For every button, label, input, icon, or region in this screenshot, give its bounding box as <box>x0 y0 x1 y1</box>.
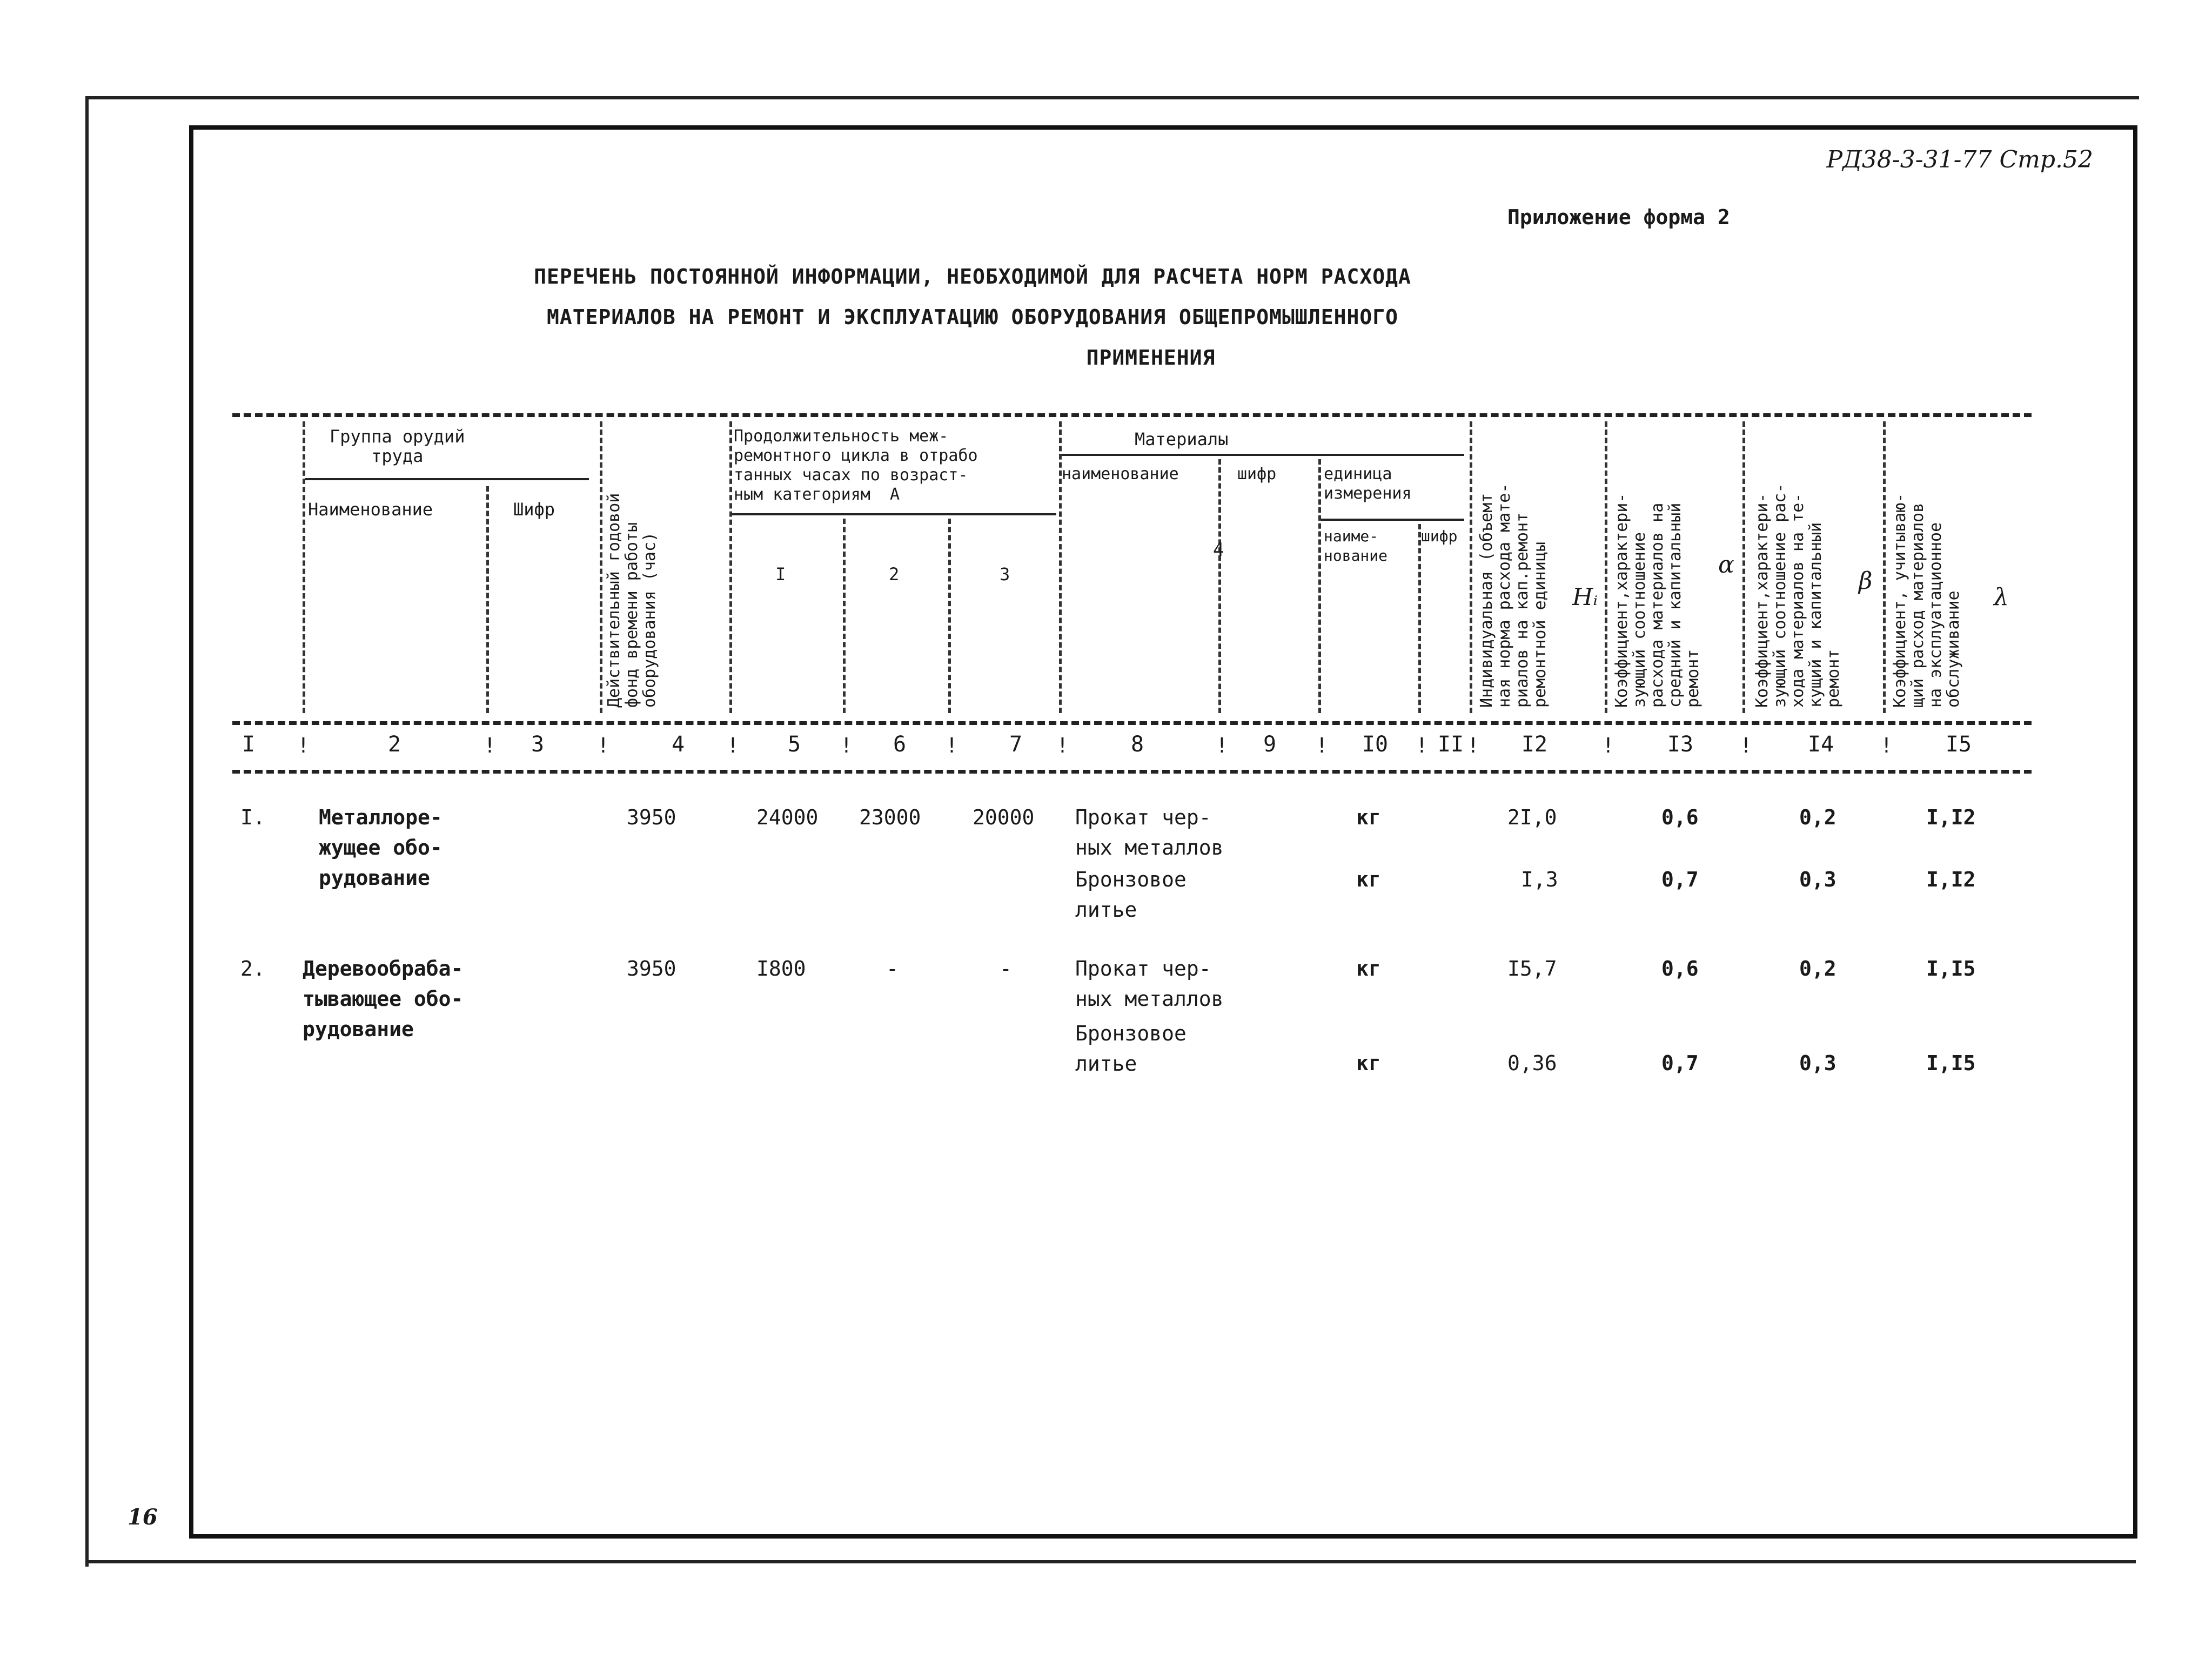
col-sep <box>1742 421 1745 713</box>
row-1-equipment-name: Металлоре- жущее обо- рудование <box>319 805 443 890</box>
row-2-material-1-lambda: I,I5 <box>1926 957 1976 980</box>
row-2-cycle-cat-3: - <box>1000 957 1012 980</box>
column-number: 5 <box>787 732 801 757</box>
row-1-material-2-unit: кг <box>1356 868 1381 891</box>
column-separator-mark: ! <box>1740 734 1752 757</box>
row-1-cycle-cat-2: 23000 <box>859 805 921 829</box>
column-number: 3 <box>531 732 545 757</box>
row-2-material-2-norm: 0,36 <box>1507 1051 1557 1075</box>
group-sub-line <box>305 478 589 480</box>
header-beta-symbol: β <box>1859 567 1873 595</box>
column-separator-mark: ! <box>1467 734 1479 757</box>
column-separator-mark: ! <box>946 734 958 757</box>
row-2-material-2-lambda: I,I5 <box>1926 1051 1976 1075</box>
row-2-material-1-alpha: 0,6 <box>1661 957 1699 980</box>
column-number: 6 <box>893 732 907 757</box>
page-number: 16 <box>128 1504 158 1530</box>
header-fund: Действительный годовой фонд времени работы оборудования (час) <box>605 493 659 708</box>
col-sep <box>1470 421 1472 713</box>
row-1-material-2-beta: 0,3 <box>1799 868 1836 891</box>
row-1-material-1-lambda: I,I2 <box>1926 805 1976 829</box>
column-separator-mark: ! <box>840 734 853 757</box>
column-separator-mark: ! <box>1880 734 1893 757</box>
row-1-material-1-norm: 2I,0 <box>1507 805 1557 829</box>
header-alpha-symbol: α <box>1718 551 1734 579</box>
document-code: РД38-3-31-77 Стр.52 <box>1826 146 2093 173</box>
column-number: 4 <box>671 732 685 757</box>
row-2-cycle-cat-2: - <box>886 957 899 980</box>
col-sep <box>948 519 951 713</box>
header-group: Группа орудий труда <box>330 426 465 466</box>
header-code: Шифр <box>513 499 555 520</box>
row-1-material-2-alpha: 0,7 <box>1661 868 1699 891</box>
column-number: 2 <box>387 732 401 757</box>
row-2-material-1-beta: 0,2 <box>1799 957 1836 980</box>
col-sep <box>1605 421 1607 713</box>
title-line-3: ПРИМЕНЕНИЯ <box>1086 346 1216 370</box>
header-norm-symbol: Hᵢ <box>1572 583 1598 611</box>
row-1-material-2-norm: I,3 <box>1521 868 1558 891</box>
title-line-1: ПЕРЕЧЕНЬ ПОСТОЯННОЙ ИНФОРМАЦИИ, НЕОБХОДИМОЙ ДЛЯ РАСЧЕТА НОРМ РАСХОДА <box>534 265 1411 288</box>
header-mat-name: наименование <box>1062 465 1179 483</box>
column-number: I3 <box>1667 732 1694 757</box>
header-unit-name: наиме- нование <box>1324 527 1388 565</box>
column-separator-mark: ! <box>484 734 496 757</box>
column-number: II <box>1437 732 1464 757</box>
table-top-line <box>232 413 2032 417</box>
row-1-cycle-cat-1: 24000 <box>756 805 819 829</box>
column-number: 7 <box>1009 732 1023 757</box>
row-1-material-1-beta: 0,2 <box>1799 805 1836 829</box>
row-2-equipment-name: Деревообраба- тывающее обо- рудование <box>303 957 464 1041</box>
column-number: 8 <box>1130 732 1144 757</box>
row-1-cycle-cat-3: 20000 <box>973 805 1035 829</box>
row-2-material-2-unit: кг <box>1356 1051 1381 1075</box>
col-sep <box>486 486 489 713</box>
column-separator-mark: ! <box>597 734 609 757</box>
header-cat-1: I <box>775 564 786 585</box>
column-separator-mark: ! <box>1602 734 1614 757</box>
header-materials: Материалы <box>1135 429 1229 449</box>
appendix-label: Приложение форма 2 <box>1507 205 1730 229</box>
col-sep <box>303 421 305 713</box>
column-number: I0 <box>1362 732 1389 757</box>
row-1-material-2-name: Бронзовое литье <box>1075 868 1187 922</box>
col-sep <box>1318 459 1321 713</box>
row-2-material-2-name: Бронзовое литье <box>1075 1022 1187 1076</box>
header-lambda: Коэффициент, учитываю- щий расход материалов на эксплуатационное обслуживание <box>1891 493 1963 708</box>
row-1-number: I. <box>240 805 265 829</box>
column-separator-mark: ! <box>727 734 739 757</box>
header-cat-3: 3 <box>1000 564 1010 585</box>
cycle-sub-line <box>732 513 1056 515</box>
row-2-material-1-norm: I5,7 <box>1507 957 1557 980</box>
col-sep <box>1883 421 1886 713</box>
title-line-2: МАТЕРИАЛОВ НА РЕМОНТ И ЭКСПЛУАТАЦИЮ ОБОРУДОВАНИЯ ОБЩЕПРОМЫШЛЕННОГО <box>547 305 1398 329</box>
column-separator-mark: ! <box>1216 734 1228 757</box>
column-number: 9 <box>1263 732 1277 757</box>
header-norm: Индивидуальная (объемт ная норма расхода мате- риалов на кап.ремонт ремонтной единицы <box>1477 483 1550 708</box>
column-number: I2 <box>1521 732 1548 757</box>
header-alpha: Коэффициент,характери- зующий соотношение расхода материалов на средний и капитальный ремонт <box>1612 493 1702 708</box>
materials-sub-line <box>1059 454 1464 456</box>
header-lambda-symbol: λ <box>1994 583 2009 611</box>
header-unit: единица измерения <box>1324 465 1412 503</box>
column-number: I4 <box>1807 732 1834 757</box>
header-mark-8: 4 <box>1213 539 1224 561</box>
header-name: Наименование <box>308 499 433 520</box>
header-mat-code: шифр <box>1237 465 1277 483</box>
unit-sub-line <box>1321 519 1464 521</box>
row-2-material-2-beta: 0,3 <box>1799 1051 1836 1075</box>
row-2-number: 2. <box>240 957 265 980</box>
row-2-material-1-unit: кг <box>1356 957 1381 980</box>
col-sep <box>1418 524 1421 713</box>
header-unit-code: шифр <box>1421 527 1458 545</box>
row-2-material-2-alpha: 0,7 <box>1661 1051 1699 1075</box>
column-separator-mark: ! <box>297 734 310 757</box>
col-sep <box>729 421 732 713</box>
header-cycle: Продолжительность меж- ремонтного цикла в отрабо танных часах по возраст- ным категориям А <box>734 427 978 504</box>
row-1-material-2-lambda: I,I2 <box>1926 868 1976 891</box>
row-1-material-1-name: Прокат чер- ных металлов <box>1075 805 1224 859</box>
header-bottom-line <box>232 721 2032 725</box>
header-cat-2: 2 <box>889 564 900 585</box>
row-2-material-1-name: Прокат чер- ных металлов <box>1075 957 1224 1011</box>
column-numbers-bottom-line <box>232 770 2032 774</box>
row-2-fund: 3950 <box>627 957 676 980</box>
row-1-material-1-unit: кг <box>1356 805 1381 829</box>
row-1-material-1-alpha: 0,6 <box>1661 805 1699 829</box>
column-separator-mark: ! <box>1056 734 1069 757</box>
row-2-cycle-cat-1: I800 <box>756 957 806 980</box>
column-number: I <box>242 732 256 757</box>
row-1-fund: 3950 <box>627 805 676 829</box>
col-sep <box>843 519 846 713</box>
col-sep <box>600 421 602 713</box>
column-separator-mark: ! <box>1416 734 1428 757</box>
header-beta: Коэффициент,характери- зующий соотношение рас- хода материалов на те- кущий и капитальный ремонт <box>1753 483 1843 708</box>
col-sep <box>1218 459 1221 713</box>
outer-frame-bottom <box>85 1560 2136 1563</box>
column-number: I5 <box>1945 732 1972 757</box>
column-separator-mark: ! <box>1316 734 1328 757</box>
